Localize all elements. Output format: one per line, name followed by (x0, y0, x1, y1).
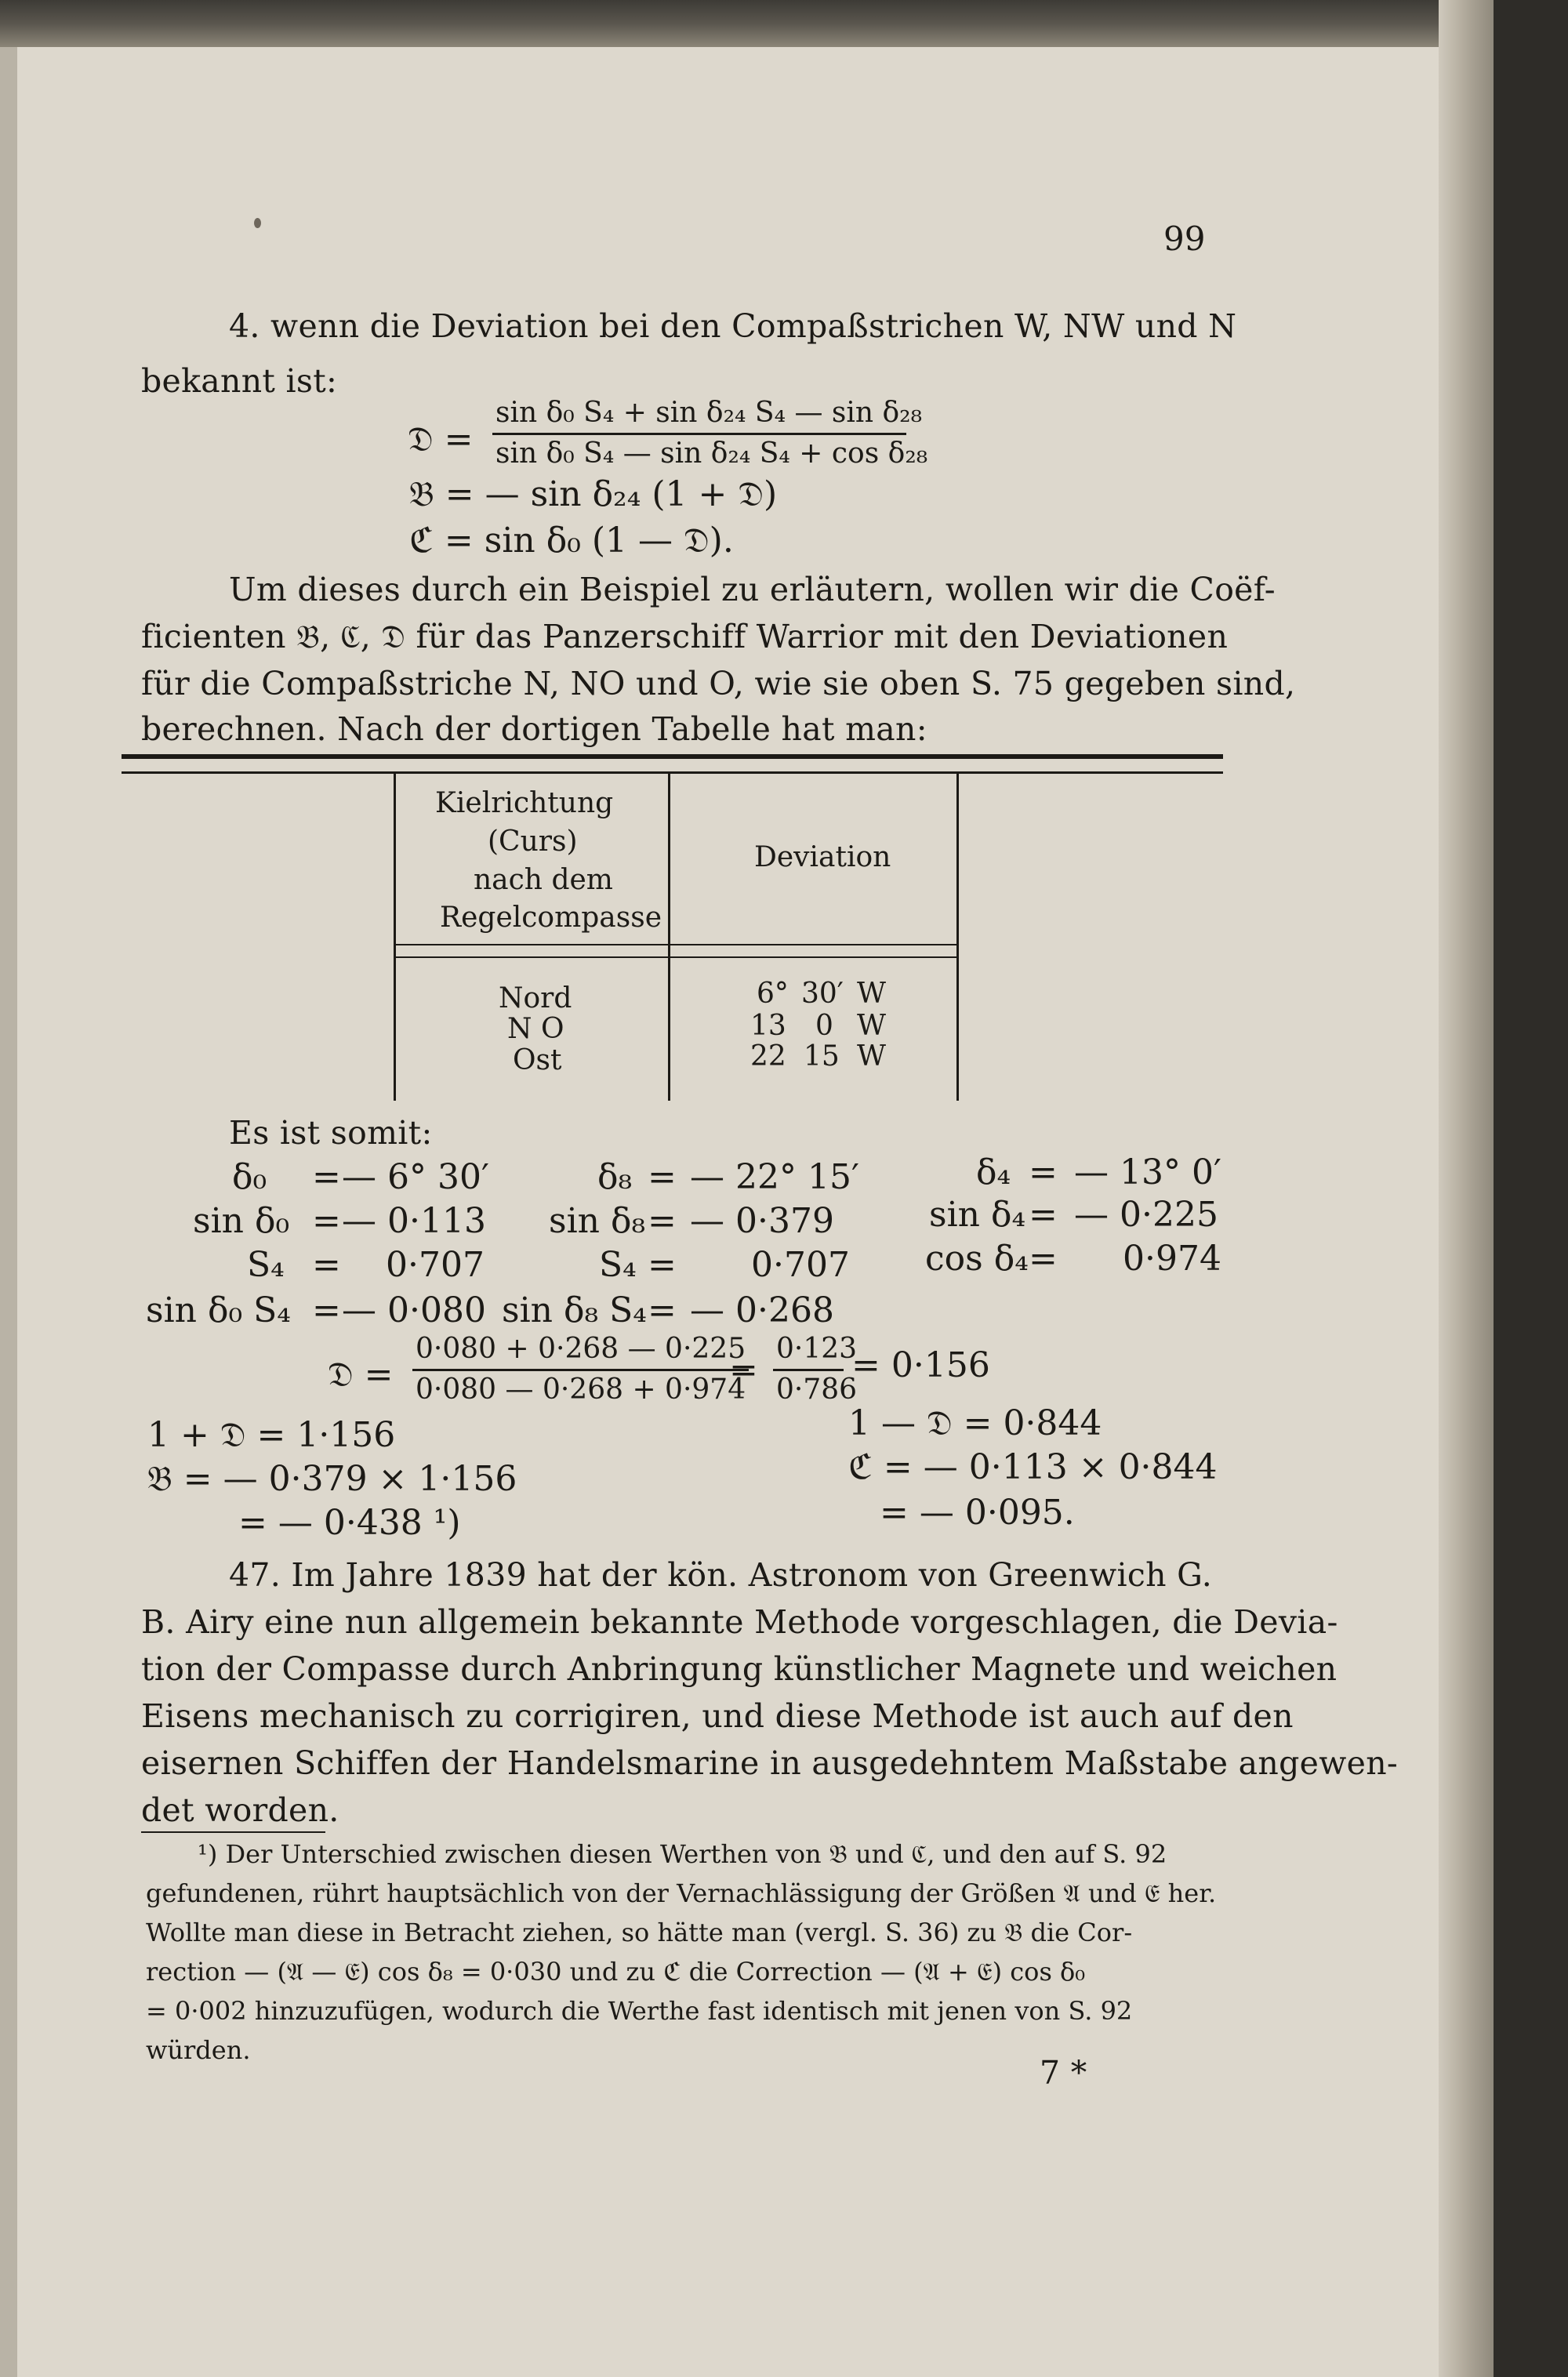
calc-col1-eq: = (312, 1245, 341, 1285)
calc-b-result: = — 0·438 ¹) (238, 1503, 461, 1543)
table-row-deg: 13 (750, 1010, 786, 1042)
calc-col1-lhs: sin δ₀ (193, 1201, 290, 1241)
calc-d-fraction-bar-2 (773, 1369, 844, 1371)
calc-col3-eq: = (1029, 1152, 1058, 1192)
calc-col2-val: — 0·379 (690, 1201, 834, 1241)
table-row-course: N O (507, 1013, 564, 1045)
table-row-dir: W (857, 1010, 887, 1042)
calc-d-denominator: 0·080 — 0·268 + 0·974 (416, 1374, 746, 1406)
calc-col2-val: — 0·268 (690, 1290, 834, 1330)
table-col-divider-1 (394, 771, 396, 1101)
table-row-dir: W (857, 1040, 887, 1072)
page-top-edge (0, 0, 1568, 47)
table-header-rule-2 (396, 956, 956, 958)
calc-col1-eq: = (312, 1290, 341, 1330)
calc-col2-lhs: sin δ₈ S₄ (502, 1290, 647, 1330)
book-cover (1494, 0, 1568, 2377)
calc-col3-val: — 0·225 (1074, 1195, 1218, 1235)
intro-line-1: 4. wenn die Deviation bei den Compaßstrichen W, NW und N (229, 307, 1237, 345)
calc-col2-val: 0·707 (751, 1245, 850, 1285)
para2-line-3: tion der Compasse durch Anbringung künstlicher Magnete und weichen (141, 1650, 1338, 1688)
intro-line-2: bekannt ist: (141, 362, 338, 400)
calc-col2-eq: = (648, 1290, 677, 1330)
calc-col3-lhs: δ₄ (976, 1152, 1011, 1192)
calc-col2-val: — 22° 15′ (690, 1157, 859, 1197)
calc-col2-eq: = (648, 1201, 677, 1241)
calc-d-equals: = (729, 1350, 758, 1390)
table-header-line-1: Kielrichtung (435, 787, 614, 819)
footnote-line-2: gefundenen, rührt hauptsächlich von der Vernachlässigung der Größen 𝔄 und 𝔈 her. (146, 1878, 1217, 1908)
formula-d-numerator: sin δ₀ S₄ + sin δ₂₄ S₄ — sin δ₂₈ (495, 397, 923, 429)
calc-col3-lhs: cos δ₄ (925, 1239, 1029, 1279)
para1-line-1: Um dieses durch ein Beispiel zu erläutern, wollen wir die Coëf- (229, 571, 1276, 608)
calc-col1-lhs: S₄ (247, 1245, 285, 1285)
table-row-deg: 6° (757, 978, 789, 1010)
calc-col2-lhs: δ₈ (597, 1157, 633, 1197)
table-top-rule (122, 754, 1223, 759)
para2-line-5: eisernen Schiffen der Handelsmarine in ausgedehntem Maßstabe angewen- (141, 1744, 1399, 1782)
calc-heading: Es ist somit: (229, 1114, 433, 1152)
table-header-deviation: Deviation (754, 841, 891, 873)
calc-col3-val: 0·974 (1123, 1239, 1221, 1279)
calc-d-result: = 0·156 (851, 1345, 990, 1385)
footnote-line-1: ¹) Der Unterschied zwischen diesen Werthen von 𝔅 und ℭ, und den auf S. 92 (198, 1839, 1167, 1869)
calc-col2-eq: = (648, 1157, 677, 1197)
calc-d-denominator-2: 0·786 (776, 1374, 858, 1406)
calc-col3-lhs: sin δ₄ (929, 1195, 1026, 1235)
calc-col1-val: — 0·113 (342, 1201, 486, 1241)
footnote-line-6: würden. (146, 2035, 251, 2065)
table-header-line-2: (Curs) (488, 826, 578, 858)
ink-spot (254, 218, 261, 228)
calc-col1-val: 0·707 (386, 1245, 485, 1285)
formula-d-lhs: 𝔇 = (408, 419, 474, 459)
table-col-divider-2 (668, 771, 670, 1101)
calc-b: 𝔅 = — 0·379 × 1·156 (147, 1459, 517, 1499)
formula-c: ℭ = sin δ₀ (1 — 𝔇). (409, 521, 734, 561)
para1-line-2: ficienten 𝔅, ℭ, 𝔇 für das Panzerschiff Warrior mit den Deviationen (141, 618, 1229, 655)
calc-col1-val: — 0·080 (342, 1290, 486, 1330)
calc-col3-val: — 13° 0′ (1074, 1152, 1221, 1192)
calc-d-lhs: 𝔇 = (328, 1355, 394, 1395)
page-stack-edge (1439, 0, 1494, 2377)
calc-col1-lhs: sin δ₀ S₄ (146, 1290, 291, 1330)
page-number: 99 (1163, 220, 1206, 258)
calc-col1-lhs: δ₀ (232, 1157, 267, 1197)
table-row-min: 30′ (801, 978, 844, 1010)
calc-c-result: = — 0·095. (880, 1493, 1075, 1533)
formula-b: 𝔅 = — sin δ₂₄ (1 + 𝔇) (409, 474, 778, 514)
footnote-rule (141, 1831, 325, 1833)
table-row-min: 0 (815, 1010, 833, 1042)
para2-line-6: det worden. (141, 1791, 339, 1829)
footnote-line-5: = 0·002 hinzuzufügen, wodurch die Werthe fast identisch mit jenen von S. 92 (146, 1996, 1133, 2026)
calc-col2-eq: = (648, 1245, 677, 1285)
table-header-line-3: nach dem (474, 864, 613, 896)
table-header-line-4: Regelcompasse (440, 902, 662, 934)
table-row-deg: 22 (750, 1040, 786, 1072)
page-left-margin (0, 0, 17, 2377)
calc-col1-val: — 6° 30′ (342, 1157, 489, 1197)
calc-d-numerator: 0·080 + 0·268 — 0·225 (416, 1333, 746, 1365)
calc-c: ℭ = — 0·113 × 0·844 (848, 1447, 1218, 1487)
calc-col3-eq: = (1029, 1195, 1058, 1235)
calc-one-plus-d: 1 + 𝔇 = 1·156 (147, 1415, 396, 1455)
table-row-course: Ost (513, 1044, 562, 1076)
table-row-dir: W (857, 978, 887, 1010)
calc-col2-lhs: S₄ (599, 1245, 637, 1285)
calc-col1-eq: = (312, 1157, 341, 1197)
table-header-rule-1 (396, 944, 956, 945)
calc-col2-lhs: sin δ₈ (549, 1201, 646, 1241)
table-top-rule-thin (122, 771, 1223, 774)
table-row-min: 15 (804, 1040, 840, 1072)
signature-mark: 7 * (1040, 2054, 1087, 2092)
table-row-course: Nord (499, 982, 572, 1014)
calc-col3-eq: = (1029, 1239, 1058, 1279)
table-col-divider-3 (956, 771, 959, 1101)
calc-d-numerator-2: 0·123 (776, 1333, 858, 1365)
formula-d-denominator: sin δ₀ S₄ — sin δ₂₄ S₄ + cos δ₂₈ (495, 437, 928, 470)
para2-line-2: B. Airy eine nun allgemein bekannte Methode vorgeschlagen, die Devia- (141, 1603, 1338, 1641)
calc-d-fraction-bar (412, 1369, 749, 1371)
calc-col1-eq: = (312, 1201, 341, 1241)
para1-line-3: für die Compaßstriche N, NO und O, wie sie oben S. 75 gegeben sind, (141, 665, 1296, 702)
para2-line-4: Eisens mechanisch zu corrigiren, und diese Methode ist auch auf den (141, 1697, 1294, 1735)
footnote-line-3: Wollte man diese in Betracht ziehen, so hätte man (vergl. S. 36) zu 𝔅 die Cor- (146, 1918, 1133, 1947)
footnote-line-4: rection — (𝔄 — 𝔈) cos δ₈ = 0·030 und zu ℭ die Correction — (𝔄 + 𝔈) cos δ₀ (146, 1957, 1086, 1987)
para1-line-4: berechnen. Nach der dortigen Tabelle hat man: (141, 710, 927, 748)
para2-line-1: 47. Im Jahre 1839 hat der kön. Astronom von Greenwich G. (229, 1556, 1213, 1594)
calc-one-minus-d: 1 — 𝔇 = 0·844 (848, 1403, 1102, 1443)
formula-d-fraction-bar (492, 433, 906, 435)
